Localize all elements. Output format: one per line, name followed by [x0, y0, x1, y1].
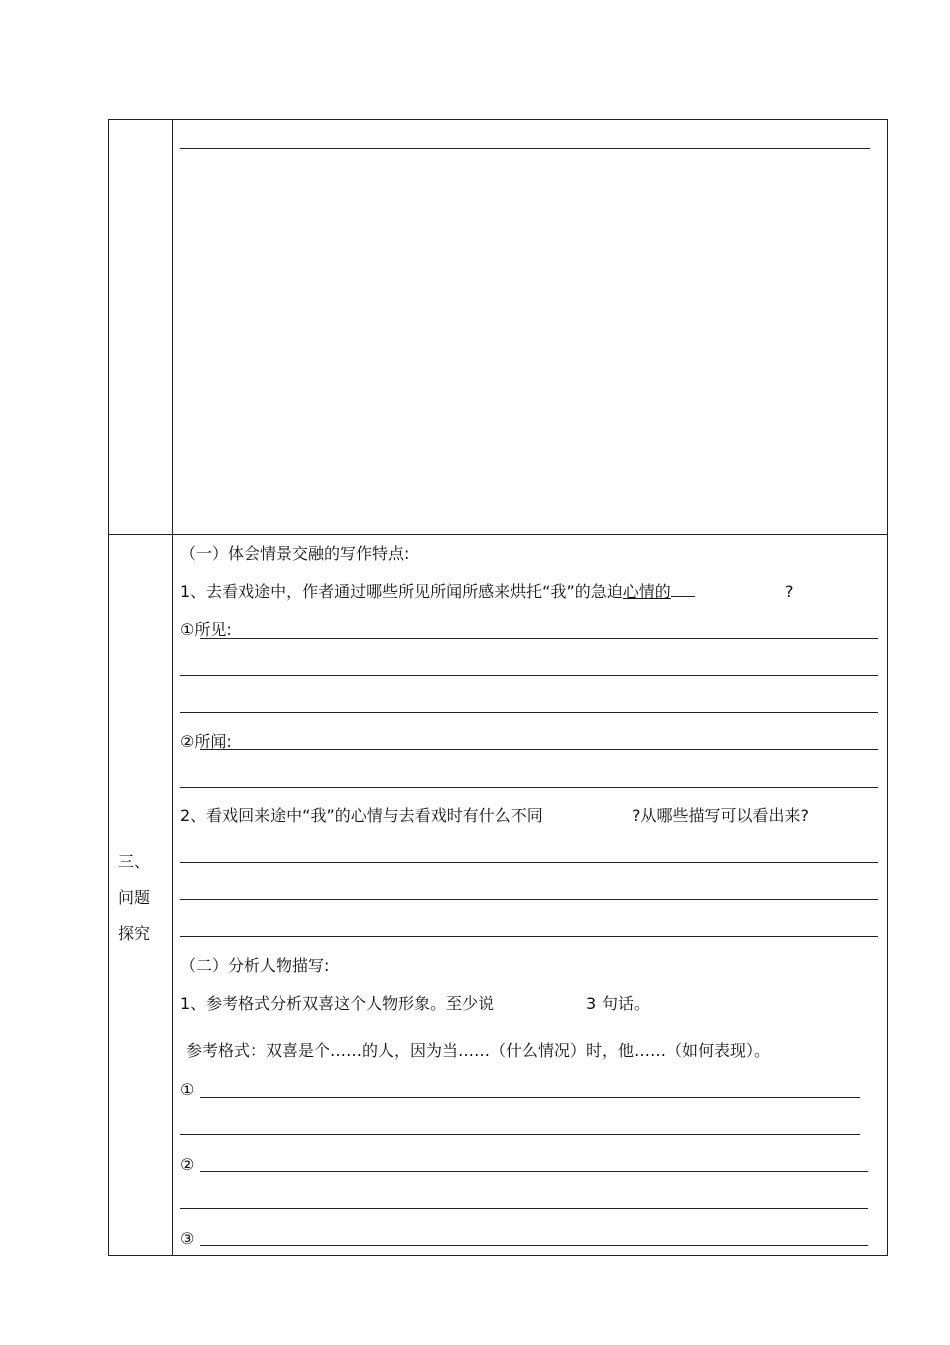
- answer-1-line-2[interactable]: [180, 1134, 860, 1135]
- part1-question2-a: 2、看戏回来途中“我”的心情与去看戏时有什么不同: [180, 806, 543, 825]
- heard-label: ②所闻:: [180, 732, 232, 751]
- seen-answer-line-3[interactable]: [180, 712, 878, 713]
- part2-question1-b: 句话。: [602, 994, 651, 1013]
- question1-underlined: 心情的: [622, 582, 671, 601]
- section-label-1: 三、: [118, 852, 151, 871]
- question1-end-mark: ?: [785, 582, 794, 601]
- answer-1-line[interactable]: [200, 1097, 860, 1098]
- heard-answer-line-2[interactable]: [180, 787, 878, 788]
- question1-blank[interactable]: [671, 582, 695, 597]
- seen-label: ①所见:: [180, 620, 232, 639]
- part1-question1: [180, 582, 695, 602]
- part2-question1-number: 3: [586, 994, 597, 1013]
- question2-answer-line-2[interactable]: [180, 899, 878, 900]
- section-label-3: 探究: [118, 924, 151, 943]
- answer-3-line[interactable]: [200, 1245, 868, 1246]
- answer-marker-3: ③: [180, 1229, 195, 1248]
- seen-answer-line[interactable]: [200, 638, 878, 639]
- question1-text: 1、去看戏途中，作者通过哪些所见所闻所感来烘托“我”的急迫: [180, 582, 623, 601]
- answer-marker-1: ①: [180, 1080, 195, 1099]
- answer-marker-2: ②: [180, 1155, 195, 1174]
- answer-2-line-2[interactable]: [180, 1208, 868, 1209]
- question2-answer-line-1[interactable]: [180, 862, 878, 863]
- answer-2-line[interactable]: [200, 1171, 868, 1172]
- part1-heading: （一）体会情景交融的写作特点:: [180, 544, 410, 563]
- answer-line[interactable]: [180, 148, 870, 149]
- part2-question1-a: 1、参考格式分析双喜这个人物形象。至少说: [180, 994, 495, 1013]
- part1-question2-b: ?从哪些描写可以看出来?: [632, 806, 809, 825]
- table-row-divider: [108, 534, 888, 535]
- reference-format: 参考格式：双喜是个……的人，因为当……（什么情况）时，他……（如何表现）。: [186, 1041, 771, 1060]
- seen-answer-line-2[interactable]: [180, 675, 878, 676]
- worksheet-table: [108, 119, 888, 1256]
- section-label-2: 问题: [118, 888, 151, 907]
- question2-answer-line-3[interactable]: [180, 936, 878, 937]
- part2-heading: （二）分析人物描写:: [180, 956, 330, 975]
- heard-answer-line[interactable]: [200, 749, 878, 750]
- table-column-divider: [172, 119, 173, 1256]
